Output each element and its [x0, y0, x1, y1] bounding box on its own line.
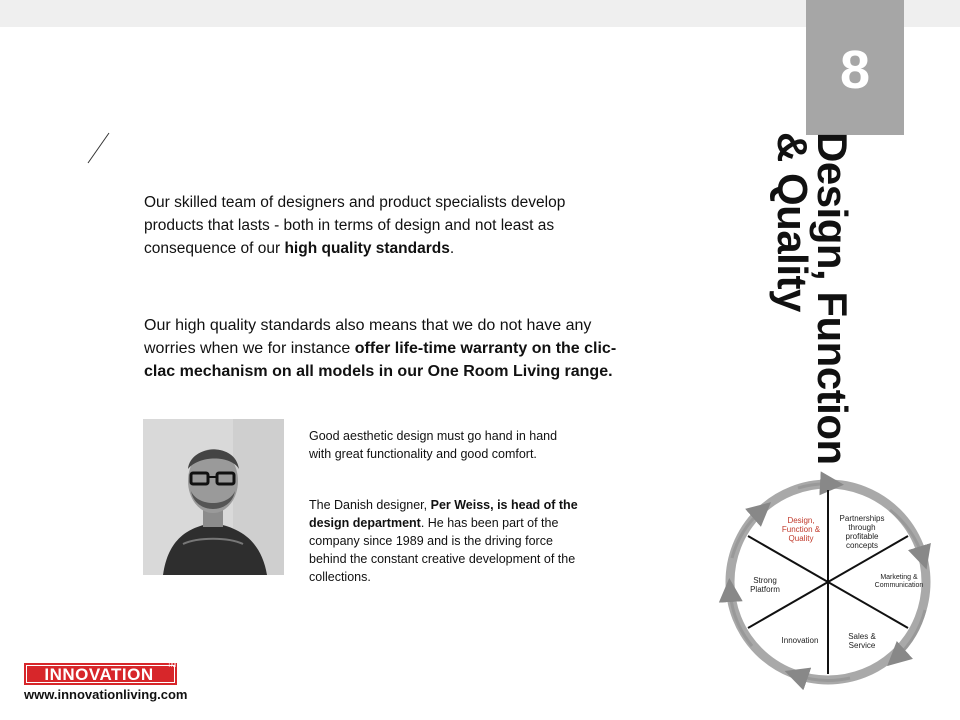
slide-title	[769, 132, 856, 465]
slide-title-line-1: Design, Function	[809, 132, 856, 465]
logo-trademark: TM	[167, 663, 176, 669]
wheel-label-marketing: Marketing & Communication	[874, 574, 924, 589]
intro-text: Our skilled team of designers and product specialists develop products that lasts - both in terms of design and not least as consequence of our	[144, 194, 566, 257]
warranty-paragraph	[144, 314, 634, 383]
warranty-text: Our high quality standards also means that we do not have any worries when we for instance	[144, 317, 592, 357]
wheel-label-design: Design, Function & Quality	[781, 516, 821, 543]
wheel-label-platform: Strong Platform	[750, 576, 780, 594]
designer-caption-text-end: . He has been part of the company since 1989 and is the driving force behind the constant creative development of the collections.	[309, 516, 576, 584]
intro-end: .	[449, 240, 455, 257]
wheel-label-partnerships: Partnerships through profitable concepts	[839, 514, 885, 550]
intro-bold-text: high quality standards	[284, 240, 450, 257]
page-number: 8	[839, 40, 871, 100]
decorative-slash	[0, 0, 130, 170]
logo-text: INNOVATION	[44, 665, 154, 684]
intro-paragraph	[144, 191, 624, 260]
innovation-logo	[24, 663, 177, 685]
page-number-tab	[806, 0, 904, 135]
warranty-bold-text: offer life-time warranty on the clic-clac mechanism on all models in our One Room Living range.	[144, 340, 617, 380]
designer-portrait-photo	[143, 419, 284, 575]
designer-caption-text: The Danish designer,	[309, 498, 431, 512]
slide-title-line-2: & Quality	[769, 132, 816, 312]
wheel-label-innovation: Innovation	[781, 636, 819, 645]
wheel-label-sales: Sales & Service	[848, 632, 876, 650]
designer-caption-bold: Per Weiss, is head of the design department	[309, 498, 578, 530]
designer-caption	[309, 496, 589, 586]
design-caption: Good aesthetic design must go hand in hand with great functionality and good comfort.	[309, 429, 558, 461]
website-url: www.innovationliving.com	[24, 687, 188, 702]
